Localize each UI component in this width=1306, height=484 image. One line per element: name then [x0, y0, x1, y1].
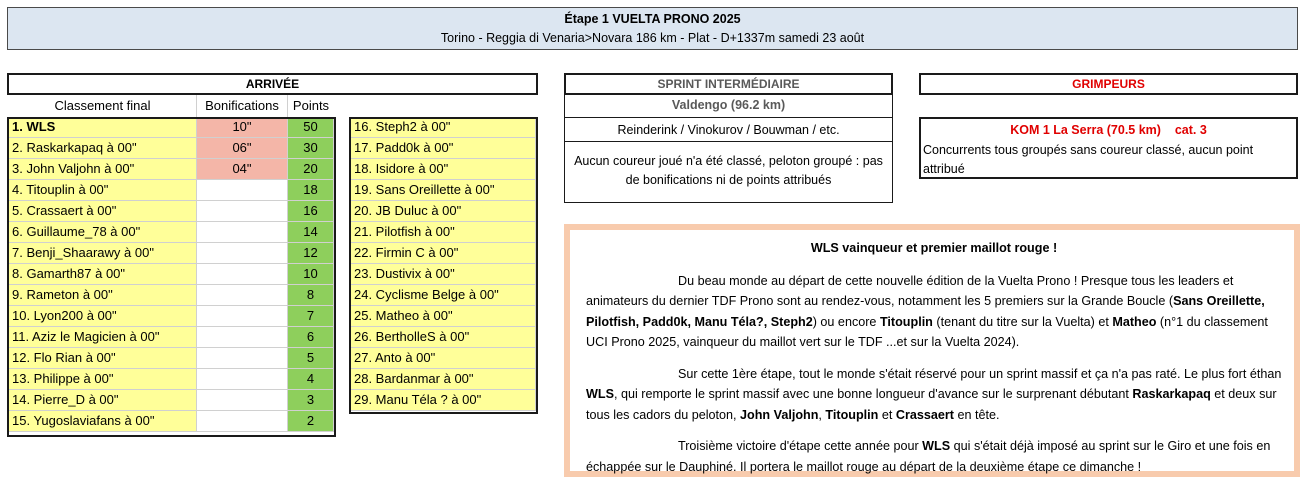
highlighted-name: Titouplin [879, 314, 933, 329]
text-run: (n°1 du classement UCI Prono 2025, vainqueur du maillot vert sur le TDF ...et sur la Vuelta 2024). [586, 314, 1268, 349]
rider-name: 5. Crassaert à 00" [9, 201, 197, 222]
col-classement-header: Classement final [9, 95, 197, 117]
points-cell: 3 [288, 390, 334, 411]
bonus-cell [197, 285, 288, 306]
highlighted-name: John Valjohn [740, 407, 819, 422]
bonus-cell: 06" [197, 138, 288, 159]
grimpeurs-box [919, 117, 1298, 179]
text-run: , [818, 407, 826, 422]
text-run: qui s'était déjà imposé au sprint sur le Giro et une fois en échappée sur le Dauphiné. Il portera le maillot rouge au départ de la deuxième étape ce dimanche ! [586, 439, 1271, 474]
text-run: et deux sur tous les cadors du peloton, [586, 387, 1277, 422]
highlighted-name: Crassaert [895, 407, 954, 422]
bonus-cell: 04" [197, 159, 288, 180]
table-row: 27. Anto à 00" [351, 348, 536, 369]
highlighted-name: WLS [586, 387, 614, 401]
text-run: Du beau monde au départ de cette nouvelle édition de la Vuelta Prono ! Presque tous les leaders et animateurs du dernier TDF Prono sont au rendez-vous, notamment les 5 premiers sur la Grande Boucle ( [586, 273, 1234, 308]
sprint-riders: Reinderink / Vinokurov / Bouwman / etc. [565, 118, 892, 142]
kom-label: KOM 1 La Serra (70.5 km) cat. 3 [1010, 123, 1207, 137]
points-cell: 30 [288, 138, 334, 159]
bonus-cell [197, 327, 288, 348]
bonus-cell [197, 306, 288, 327]
article-paragraph-3 [586, 436, 1282, 477]
article-paragraph-2 [586, 364, 1282, 426]
table-row: 23. Dustivix à 00" [351, 264, 536, 285]
table-row: 25. Matheo à 00" [351, 306, 536, 327]
bonus-cell [197, 369, 288, 390]
highlighted-name: Titouplin [825, 407, 879, 422]
col-points-header: Points [292, 98, 330, 113]
bonus-cell [197, 411, 288, 432]
bonus-cell [197, 243, 288, 264]
bonus-cell: 10" [197, 117, 288, 138]
rider-name: 8. Gamarth87 à 00" [9, 264, 197, 285]
text-run: et [878, 407, 896, 422]
rider-name: 14. Pierre_D à 00" [9, 390, 197, 411]
table-row: 20. JB Duluc à 00" [351, 201, 536, 222]
points-cell: 5 [288, 348, 334, 369]
table-row: 21. Pilotfish à 00" [351, 222, 536, 243]
rider-name: 1. WLS [9, 117, 197, 138]
highlighted-name: Matheo [1112, 314, 1157, 329]
bonus-cell [197, 180, 288, 201]
table-row: 29. Manu Téla ? à 00" [351, 390, 536, 411]
points-cell: 18 [288, 180, 334, 201]
article-paragraph-1 [586, 271, 1282, 353]
bonus-cell [197, 222, 288, 243]
text-run: Troisième victoire d'étape cette année pour [678, 439, 923, 453]
table-row: 16. Steph2 à 00" [351, 117, 536, 138]
highlighted-name: Raskarkapaq [1132, 387, 1211, 401]
rider-name: 7. Benji_Shaarawy à 00" [9, 243, 197, 264]
points-cell: 2 [288, 411, 334, 432]
col-bonif-header: Bonifications [197, 95, 288, 117]
text-run: en tête. [953, 407, 1000, 422]
points-cell: 4 [288, 369, 334, 390]
highlighted-name: WLS [922, 439, 951, 453]
stage-title: Étape 1 VUELTA PRONO 2025 [564, 12, 741, 26]
points-cell: 6 [288, 327, 334, 348]
rider-name: 6. Guillaume_78 à 00" [9, 222, 197, 243]
table-row: 19. Sans Oreillette à 00" [351, 180, 536, 201]
table-row: 17. Padd0k à 00" [351, 138, 536, 159]
article-title: WLS vainqueur et premier maillot rouge ! [810, 241, 1058, 255]
text-run: , qui remporte le sprint massif avec une bonne longueur d'avance sur le surprenant débutant [613, 387, 1133, 401]
grimpeurs-note: Concurrents tous groupés sans coureur classé, aucun point attribué [923, 143, 1254, 176]
points-cell: 20 [288, 159, 334, 180]
article-body [570, 230, 1294, 474]
points-cell: 8 [288, 285, 334, 306]
sprint-box [564, 117, 893, 203]
text-run: (tenant du titre sur la Vuelta) et [932, 314, 1113, 329]
rider-name: 3. John Valjohn à 00" [9, 159, 197, 180]
points-cell: 12 [288, 243, 334, 264]
table-row: 22. Firmin C à 00" [351, 243, 536, 264]
grimpeurs-title: GRIMPEURS [919, 73, 1298, 95]
sprint-title: SPRINT INTERMÉDIAIRE [564, 73, 893, 95]
rider-name: 15. Yugoslaviafans à 00" [9, 411, 197, 432]
text-run: Sur cette 1ère étape, tout le monde s'était réservé pour un sprint massif et ça n'a pas raté. Le plus fort éthan [678, 366, 1282, 381]
article-frame [564, 224, 1300, 477]
rider-name: 12. Flo Rian à 00" [9, 348, 197, 369]
rider-name: 10. Lyon200 à 00" [9, 306, 197, 327]
bonus-cell [197, 201, 288, 222]
points-cell: 50 [288, 117, 334, 138]
arrivee-title: ARRIVÉE [7, 73, 538, 95]
points-cell: 7 [288, 306, 334, 327]
table-row: 18. Isidore à 00" [351, 159, 536, 180]
sprint-note: Aucun coureur joué n'a été classé, peloton groupé : pas de bonifications ni de points attribués [574, 154, 883, 187]
points-cell: 14 [288, 222, 334, 243]
points-cell: 10 [288, 264, 334, 285]
rider-name: 4. Titouplin à 00" [9, 180, 197, 201]
bonus-cell [197, 264, 288, 285]
sprint-location: Valdengo (96.2 km) [564, 95, 893, 117]
stage-subtitle: Torino - Reggia di Venaria>Novara 186 km - Plat - D+1337m samedi 23 août [440, 31, 865, 45]
rider-name: 11. Aziz le Magicien à 00" [9, 327, 197, 348]
bonus-cell [197, 348, 288, 369]
rider-name: 2. Raskarkapaq à 00" [9, 138, 197, 159]
table-row: 24. Cyclisme Belge à 00" [351, 285, 536, 306]
table-row: 28. Bardanmar à 00" [351, 369, 536, 390]
points-cell: 16 [288, 201, 334, 222]
bonus-cell [197, 390, 288, 411]
rider-name: 13. Philippe à 00" [9, 369, 197, 390]
text-run: ) ou encore [812, 314, 880, 329]
table-row: 26. BertholleS à 00" [351, 327, 536, 348]
rider-name: 9. Rameton à 00" [9, 285, 197, 306]
highlighted-name: Sans Oreillette, Pilotfish, Padd0k, Manu Téla?, Steph2 [586, 294, 1265, 329]
stage-header [7, 7, 1298, 50]
